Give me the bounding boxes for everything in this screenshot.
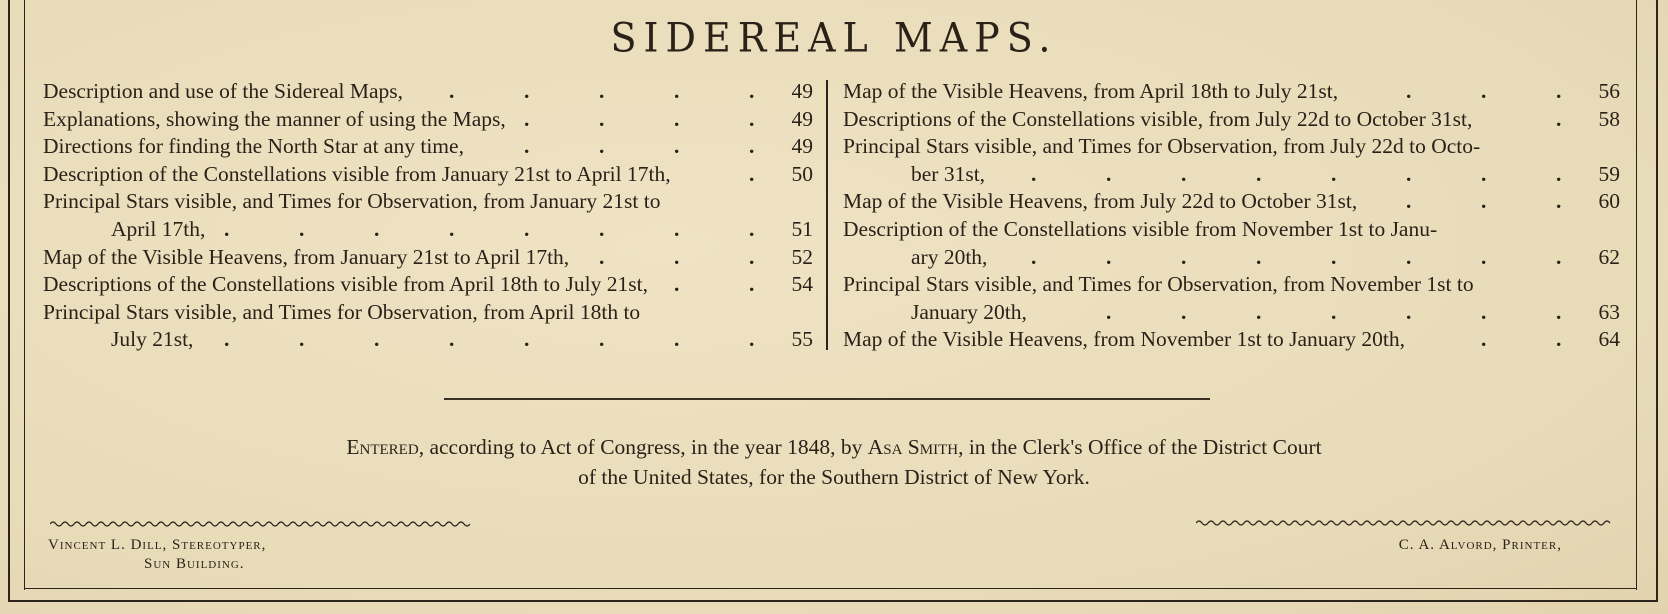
leader-dot: . <box>1406 244 1412 269</box>
leader-dot: . <box>1556 106 1562 131</box>
leader-dot: . <box>599 327 605 352</box>
toc-page-number: 58 <box>1598 106 1620 131</box>
column-divider <box>826 80 828 350</box>
toc-entry-text: Map of the Visible Heavens, from November 1st to January 20th, <box>843 327 1405 352</box>
separator-rule <box>444 398 1210 400</box>
leader-dot: . <box>1331 161 1337 186</box>
leader-dot: . <box>1256 161 1262 186</box>
stereotyper-credit <box>48 536 266 574</box>
toc-left-column <box>43 78 813 354</box>
left-inner-border-rule <box>24 0 25 590</box>
leader-dot: . <box>449 79 455 103</box>
leader-dot: . <box>1481 79 1487 103</box>
stereotyper-name: Vincent L. Dill, Stereotyper, <box>48 537 267 553</box>
leader-dot: . <box>374 327 380 352</box>
leader-dot: . <box>1481 189 1487 214</box>
leader-dot: . <box>1556 327 1562 352</box>
leader-dot: . <box>749 134 755 159</box>
leader-dot: . <box>674 244 680 269</box>
toc-entry <box>843 299 1620 327</box>
leader-dot: . <box>749 79 755 103</box>
leader-dot: . <box>1331 244 1337 269</box>
leader-dot: . <box>1106 299 1112 324</box>
leader-dot: . <box>449 327 455 352</box>
leader-dot: . <box>674 106 680 131</box>
leader-dot: . <box>299 216 305 241</box>
toc-entry <box>843 106 1620 134</box>
leader-dot: . <box>1181 244 1187 269</box>
toc-entry-text: Directions for finding the North Star at any time, <box>43 134 464 159</box>
toc-page-number: 50 <box>791 161 813 186</box>
leader-dot: . <box>299 327 305 352</box>
toc-entry <box>43 244 813 272</box>
leader-dot: . <box>749 216 755 241</box>
leader-dot: . <box>1331 299 1337 324</box>
leader-dot: . <box>599 134 605 159</box>
left-wave-ornament <box>50 520 474 528</box>
leader-dot: . <box>1556 299 1562 324</box>
leader-dot: . <box>749 272 755 297</box>
leader-dot: . <box>1406 299 1412 324</box>
toc-entry-text: Map of the Visible Heavens, from April 18th to July 21st, <box>843 79 1339 103</box>
leader-dot: . <box>524 327 530 352</box>
leader-dot: . <box>749 327 755 352</box>
toc-entry <box>843 244 1620 272</box>
leader-dot: . <box>1556 244 1562 269</box>
toc-page-number: 59 <box>1598 161 1620 186</box>
toc-entry-text: Descriptions of the Constellations visible from April 18th to July 21st, <box>43 272 648 297</box>
leader-dot: . <box>524 79 530 103</box>
right-inner-border-rule <box>1636 0 1637 590</box>
leader-dot: . <box>599 79 605 103</box>
toc-entry-text: Description of the Constellations visible from January 21st to April 17th, <box>43 161 671 186</box>
right-border-rule <box>1656 0 1658 600</box>
toc-entry <box>43 78 813 106</box>
toc-entry-text: Principal Stars visible, and Times for Observation, from April 18th to <box>43 299 641 324</box>
toc-page-number: 54 <box>791 272 813 297</box>
leader-dot: . <box>1481 327 1487 352</box>
toc-entry <box>843 133 1620 161</box>
leader-dot: . <box>599 216 605 241</box>
toc-page-number: 49 <box>791 79 813 103</box>
toc-entry <box>843 216 1620 244</box>
printer-credit <box>1399 536 1562 555</box>
bottom-border-rule <box>8 600 1658 602</box>
printer-name: C. A. Alvord, Printer, <box>1398 537 1562 553</box>
toc-entry-text: Principal Stars visible, and Times for Observation, from January 21st to <box>43 189 661 214</box>
leader-dot: . <box>1481 299 1487 324</box>
leader-dot: . <box>1406 161 1412 186</box>
toc-entry <box>843 78 1620 106</box>
toc-page-number: 60 <box>1598 189 1620 214</box>
leader-dot: . <box>1481 244 1487 269</box>
leader-dot: . <box>1406 79 1412 103</box>
leader-dot: . <box>599 244 605 269</box>
toc-entry-text: Description of the Constellations visible from November 1st to Janu- <box>843 216 1438 241</box>
toc-entry <box>843 188 1620 216</box>
leader-dot: . <box>674 327 680 352</box>
copyright-part-2: , in the Clerk's Office of the District Court <box>958 435 1322 459</box>
leader-dot: . <box>1031 161 1037 186</box>
leader-dot: . <box>1256 244 1262 269</box>
leader-dot: . <box>1406 189 1412 214</box>
toc-entry-text: Explanations, showing the manner of using the Maps, <box>43 106 506 131</box>
stereotyper-address: Sun Building. <box>144 556 245 572</box>
leader-dot: . <box>1481 161 1487 186</box>
leader-dot: . <box>1556 161 1562 186</box>
toc-entry <box>43 188 813 216</box>
leader-dot: . <box>1556 79 1562 103</box>
toc-entry <box>43 133 813 161</box>
toc-entry-text: Principal Stars visible, and Times for Observation, from July 22d to Octo- <box>843 134 1481 159</box>
toc-page-number: 55 <box>791 327 813 352</box>
toc-entry-text: Map of the Visible Heavens, from July 22d to October 31st, <box>843 189 1358 214</box>
leader-dot: . <box>374 216 380 241</box>
toc-entry-text: Description and use of the Sidereal Maps, <box>43 79 404 103</box>
toc-entry <box>843 161 1620 189</box>
copyright-author: Asa Smith <box>867 435 959 459</box>
leader-dot: . <box>1106 161 1112 186</box>
toc-entry <box>43 271 813 299</box>
toc-entry <box>843 271 1620 299</box>
leader-dot: . <box>749 161 755 186</box>
copyright-line-2: of the United States, for the Southern District of New York. <box>578 465 1090 489</box>
toc-entry-text: July 21st, <box>111 327 194 352</box>
toc-page-number: 64 <box>1598 327 1620 352</box>
toc-entry-text: January 20th, <box>911 299 1027 324</box>
toc-page-number: 51 <box>791 216 813 241</box>
toc-page-number: 56 <box>1598 79 1620 103</box>
left-border-rule <box>8 0 10 600</box>
toc-entry-text: Map of the Visible Heavens, from January 21st to April 17th, <box>43 244 570 269</box>
leader-dot: . <box>1256 299 1262 324</box>
toc-entry-text: Descriptions of the Constellations visible, from July 22d to October 31st, <box>843 106 1473 131</box>
leader-dot: . <box>1181 299 1187 324</box>
leader-dot: . <box>1181 161 1187 186</box>
leader-dot: . <box>674 134 680 159</box>
toc-entry <box>43 216 813 244</box>
copyright-line-1 <box>0 432 1668 462</box>
toc-entry <box>43 106 813 134</box>
toc-entry-text: Principal Stars visible, and Times for Observation, from November 1st to <box>843 272 1474 297</box>
leader-dot: . <box>749 106 755 131</box>
toc-entry-text: ber 31st, <box>911 161 986 186</box>
copyright-entered: Entered <box>346 435 419 459</box>
leader-dot: . <box>674 79 680 103</box>
leader-dot: . <box>1556 189 1562 214</box>
toc-page-number: 52 <box>791 244 813 269</box>
copyright-part-1: , according to Act of Congress, in the year 1848, by <box>418 435 868 459</box>
toc-entry <box>43 326 813 354</box>
leader-dot: . <box>524 216 530 241</box>
toc-entry <box>43 161 813 189</box>
leader-dot: . <box>524 134 530 159</box>
toc-page-number: 62 <box>1598 244 1620 269</box>
bottom-inner-border-rule <box>24 588 1637 589</box>
toc-right-column <box>843 78 1620 354</box>
right-wave-ornament <box>1196 519 1616 527</box>
page-title: SIDEREAL MAPS. <box>610 14 1058 62</box>
leader-dot: . <box>599 106 605 131</box>
toc-entry-text: April 17th, <box>111 216 206 241</box>
leader-dot: . <box>224 216 230 241</box>
leader-dot: . <box>224 327 230 352</box>
toc-entry <box>843 326 1620 354</box>
copyright-notice <box>0 432 1668 492</box>
toc-page-number: 49 <box>791 106 813 131</box>
leader-dot: . <box>749 244 755 269</box>
toc-entry <box>43 299 813 327</box>
toc-entry-text: ary 20th, <box>911 244 988 269</box>
leader-dot: . <box>1031 244 1037 269</box>
toc-page-number: 63 <box>1598 299 1620 324</box>
leader-dot: . <box>674 216 680 241</box>
leader-dot: . <box>674 272 680 297</box>
leader-dot: . <box>524 106 530 131</box>
leader-dot: . <box>449 216 455 241</box>
toc-page-number: 49 <box>791 134 813 159</box>
leader-dot: . <box>1106 244 1112 269</box>
